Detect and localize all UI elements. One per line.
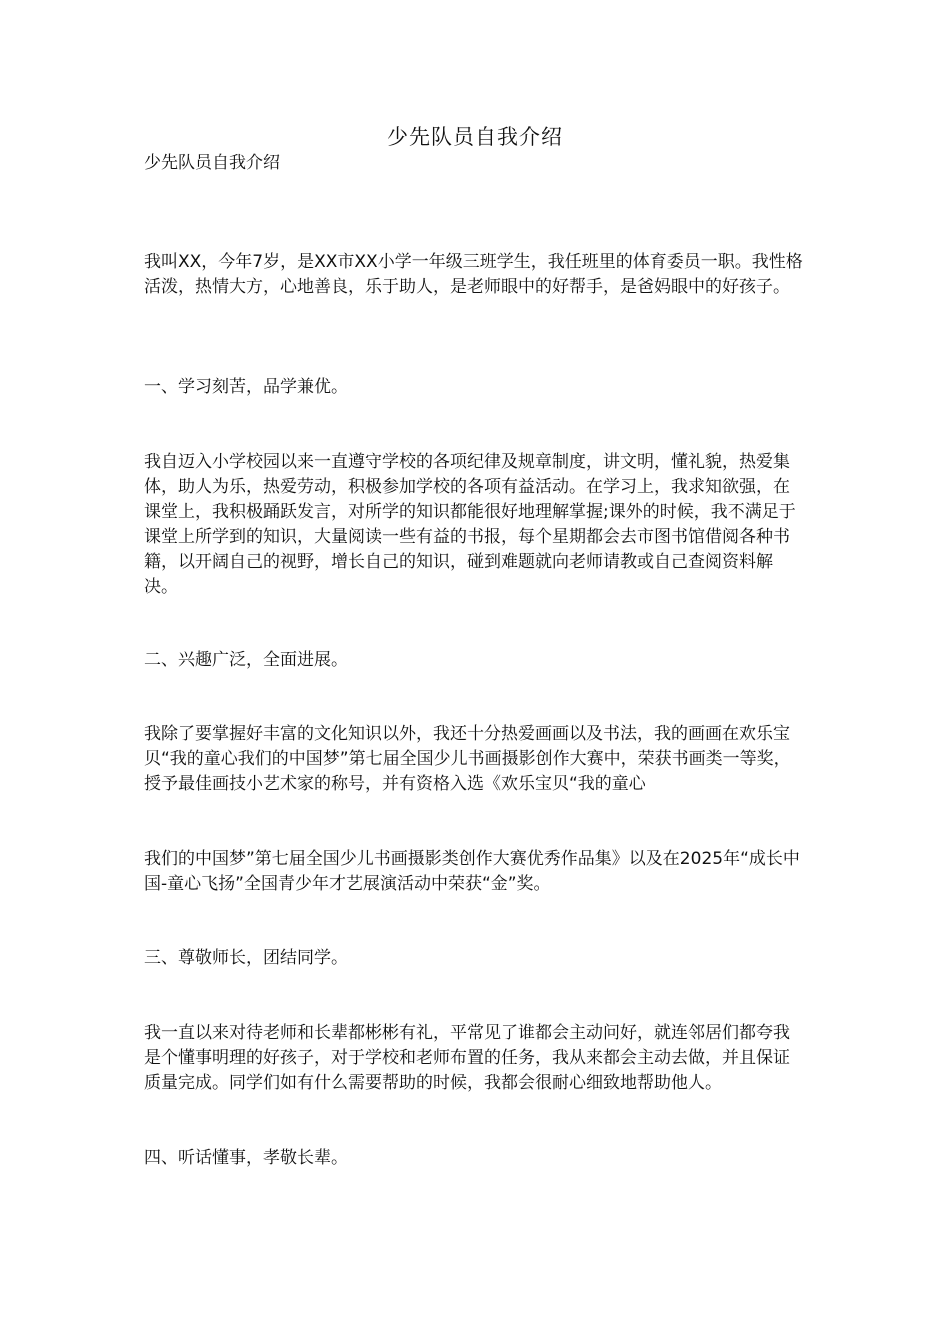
intro-paragraph: 我叫XX，今年7岁，是XX市XX小学一年级三班学生，我任班里的体育委员一职。我性格活泼，热情大方，心地善良，乐于助人，是老师眼中的好帮手，是爸妈眼中的好孩子。 bbox=[144, 252, 803, 297]
section-2-heading: 二、兴趣广泛，全面进展。 bbox=[144, 650, 348, 670]
section-2-paragraph-part-1: 我除了要掌握好丰富的文化知识以外，我还十分热爱画画以及书法，我的画画在欢乐宝贝“我的童心我们的中国梦”第七届全国少儿书画摄影创作大赛中，荣获书画类一等奖，授予最佳画技小艺术家的称号，并有资格入选《欢乐宝贝“我的童心 bbox=[144, 724, 791, 794]
document-subtitle: 少先队员自我介绍 bbox=[144, 153, 280, 173]
section-1-paragraph: 我自迈入小学校园以来一直遵守学校的各项纪律及规章制度，讲文明，懂礼貌，热爱集体，助人为乐，热爱劳动，积极参加学校的各项有益活动。在学习上，我求知欲强，在课堂上，我积极踊跃发言，对所学的知识都能很好地理解掌握;课外的时候，我不满足于课堂上所学到的知识，大量阅读一些有益的书报，每个星期都会去市图书馆借阅各种书籍，以开阔自己的视野，增长自己的知识，碰到难题就向老师请教或自己查阅资料解决。 bbox=[144, 452, 796, 597]
section-4-heading: 四、听话懂事，孝敬长辈。 bbox=[144, 1148, 348, 1168]
section-3-paragraph: 我一直以来对待老师和长辈都彬彬有礼，平常见了谁都会主动问好，就连邻居们都夸我是个懂事明理的好孩子，对于学校和老师布置的任务，我从来都会主动去做，并且保证质量完成。同学们如有什么需要帮助的时候，我都会很耐心细致地帮助他人。 bbox=[144, 1023, 790, 1093]
document-title: 少先队员自我介绍 bbox=[387, 125, 563, 149]
section-1-heading: 一、学习刻苦，品学兼优。 bbox=[144, 377, 348, 397]
section-3-heading: 三、尊敬师长，团结同学。 bbox=[144, 948, 348, 968]
section-2-paragraph-part-2: 我们的中国梦”第七届全国少儿书画摄影类创作大赛优秀作品集》以及在2025年“成长中国-童心飞扬”全国青少年才艺展演活动中荣获“金”奖。 bbox=[144, 849, 800, 894]
